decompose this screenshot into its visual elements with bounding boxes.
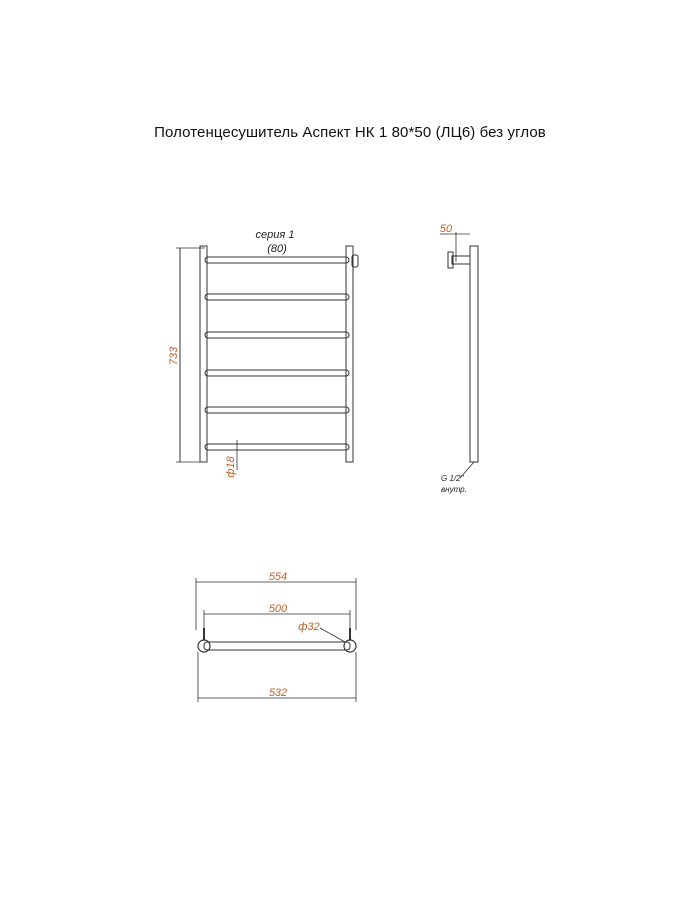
height-dimension-value: 733 xyxy=(168,346,180,366)
side-view xyxy=(440,232,478,478)
rung-1 xyxy=(205,257,349,263)
rung-6 xyxy=(205,444,349,450)
front-view xyxy=(176,246,358,470)
drawing-title: Полотенцесушитель Аспект НК 1 80*50 (ЛЦ6) без углов xyxy=(154,124,546,141)
rung-4 xyxy=(205,370,349,376)
pipe-diameter-value: ф32 xyxy=(298,621,320,633)
thread-note: внутр. xyxy=(441,485,467,494)
depth-dimension-value: 50 xyxy=(439,223,453,235)
right-collector xyxy=(346,246,353,462)
side-collector xyxy=(470,246,478,462)
rung-2 xyxy=(205,294,349,300)
top-view xyxy=(196,578,356,702)
side-mount-bracket xyxy=(452,256,470,264)
rung-5 xyxy=(205,407,349,413)
outer-width-value: 532 xyxy=(268,687,288,699)
overall-width-value: 554 xyxy=(268,571,288,583)
pipe-diameter-leader xyxy=(320,628,345,642)
left-collector xyxy=(200,246,207,462)
top-bar xyxy=(204,642,350,650)
series-value: (80) xyxy=(267,243,287,255)
thread-label: G 1/2" xyxy=(441,474,464,483)
tube-diameter-value: ф18 xyxy=(225,456,237,478)
center-distance-value: 500 xyxy=(268,603,288,615)
rung-3 xyxy=(205,332,349,338)
series-label: серия 1 xyxy=(255,229,295,241)
